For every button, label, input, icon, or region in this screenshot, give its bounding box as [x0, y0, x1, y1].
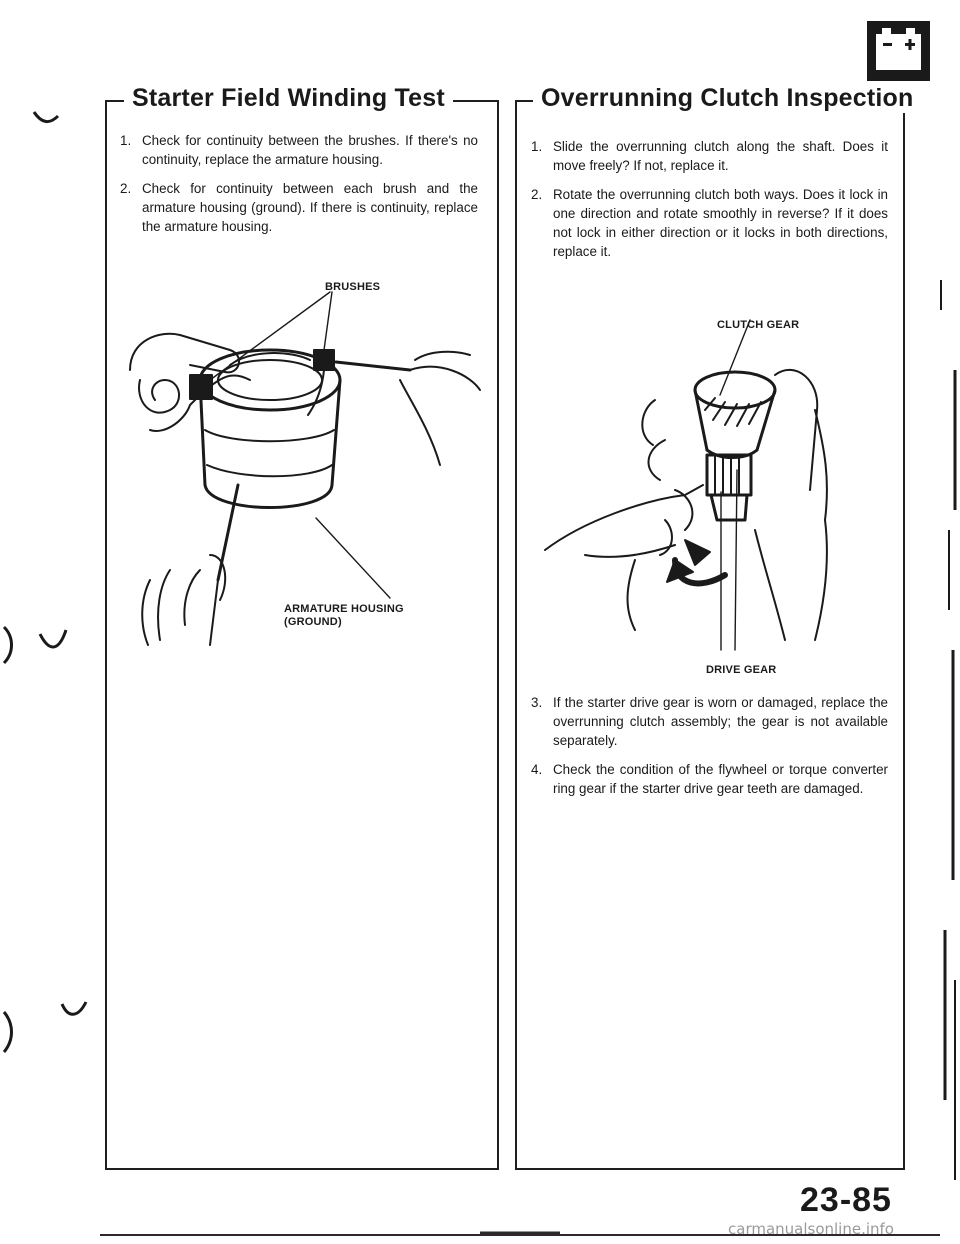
step-number: 1. — [531, 139, 543, 154]
step-text: Check for continuity between each brush and the armature housing (ground). If there is continuity, replace the armature housing. — [142, 181, 478, 234]
step-number: 1. — [120, 133, 132, 148]
margin-tick-mark — [60, 1000, 90, 1029]
right-section-title: Overrunning Clutch Inspection — [533, 84, 922, 113]
right-step-4 — [531, 760, 888, 798]
clutch-inspection-illustration — [525, 320, 895, 660]
right-title-rule — [515, 100, 535, 102]
label-armature-housing-line2: (GROUND) — [284, 616, 342, 628]
step-text: Slide the overrunning clutch along the shaft. Does it move freely? If not, replace it. — [553, 139, 888, 173]
label-armature-housing — [284, 603, 404, 629]
right-step-2 — [531, 185, 888, 261]
watermark: carmanualsonline.info — [728, 1220, 894, 1238]
step-number: 4. — [531, 762, 543, 777]
left-step-2 — [120, 179, 478, 236]
step-text: Rotate the overrunning clutch both ways. Does it lock in one direction and rotate smoothly in reverse? If it does not lock in either direction or it locks in both directions, replace it. — [553, 187, 888, 259]
right-column-bottom-border — [515, 1168, 905, 1170]
step-text: Check for continuity between the brushes. If there's no continuity, replace the armature housing. — [142, 133, 478, 167]
battery-icon — [867, 21, 930, 81]
label-drive-gear: DRIVE GEAR — [706, 664, 777, 676]
step-number: 2. — [531, 187, 543, 202]
left-column-right-border — [497, 100, 499, 1170]
page-number: 23-85 — [800, 1181, 892, 1219]
right-step-3 — [531, 693, 888, 750]
right-edge-scan-marks — [935, 280, 960, 1180]
step-number: 3. — [531, 695, 543, 710]
right-step-1 — [531, 137, 888, 175]
label-armature-housing-line1: ARMATURE HOUSING — [284, 603, 404, 615]
left-section-title: Starter Field Winding Test — [124, 84, 453, 113]
step-text: If the starter drive gear is worn or damaged, replace the overrunning clutch assembly; the gear is not available separately. — [553, 695, 888, 748]
right-steps-top — [531, 137, 888, 271]
step-number: 2. — [120, 181, 132, 196]
left-step-1 — [120, 131, 478, 169]
right-column-right-border — [903, 100, 905, 1170]
left-title-rule — [105, 100, 125, 102]
right-steps-bottom — [531, 693, 888, 808]
left-column-left-border — [105, 100, 107, 1170]
left-steps — [120, 131, 478, 246]
right-column-left-border — [515, 100, 517, 1170]
label-clutch-gear: CLUTCH GEAR — [717, 319, 800, 331]
left-column-bottom-border — [105, 1168, 499, 1170]
label-brushes: BRUSHES — [325, 281, 381, 293]
margin-bracket — [2, 625, 22, 670]
margin-bracket — [2, 1010, 22, 1059]
step-text: Check the condition of the flywheel or torque converter ring gear if the starter drive gear teeth are damaged. — [553, 762, 888, 796]
margin-tick-mark — [32, 110, 62, 135]
margin-tick-mark — [40, 630, 70, 665]
